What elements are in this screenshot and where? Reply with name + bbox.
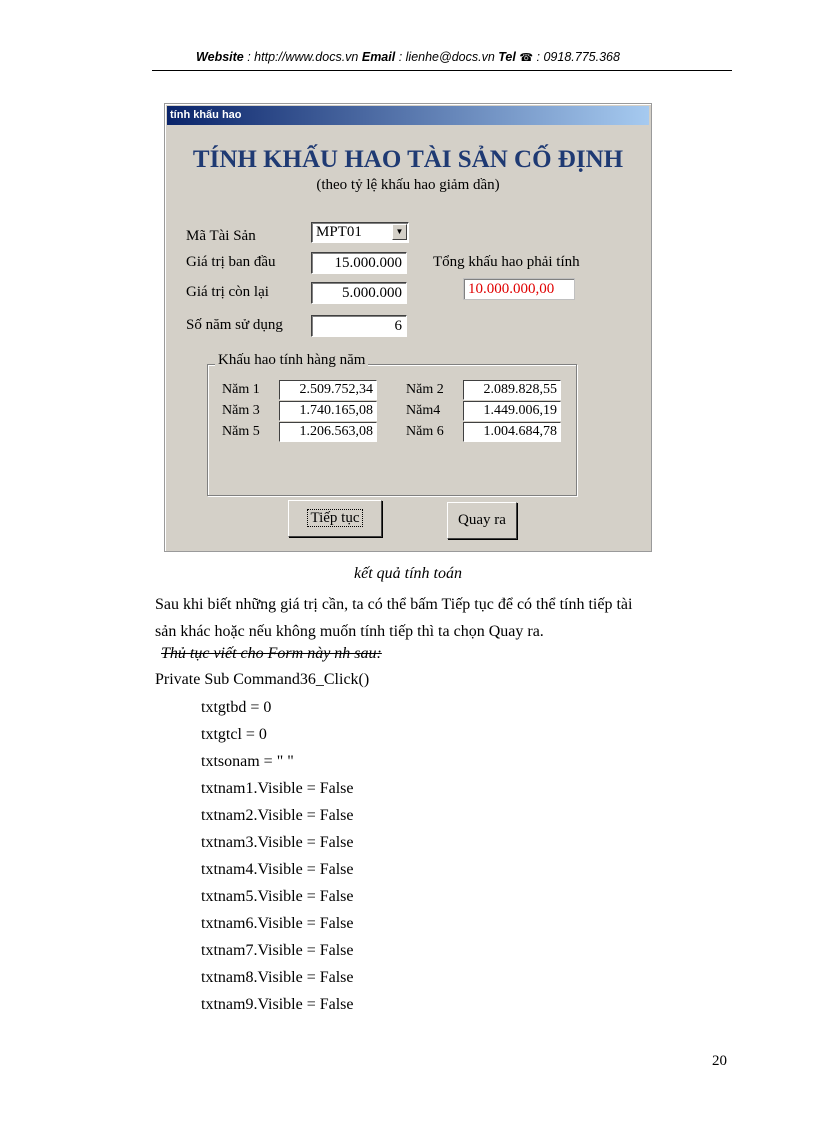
initial-value-label: Giá trị ban đầu (186, 254, 276, 270)
code-line: txtnam5.Visible = False (201, 888, 354, 905)
email-label: Email (361, 50, 396, 64)
code-line: txtnam2.Visible = False (201, 807, 354, 824)
code-line: txtnam6.Visible = False (201, 915, 354, 932)
page-number: 20 (712, 1053, 727, 1069)
code-line: txtnam9.Visible = False (201, 996, 354, 1013)
website-label: Website (196, 50, 244, 64)
year-5-label: Năm 5 (222, 424, 260, 439)
continue-button[interactable] (288, 500, 382, 537)
figure-caption: kết quả tính toán (354, 565, 462, 582)
year-4-value[interactable]: 1.449.006,19 (463, 401, 561, 421)
chevron-down-icon[interactable]: ▼ (392, 224, 407, 240)
year-5-value[interactable]: 1.206.563,08 (279, 422, 377, 442)
window-title: tính khấu hao (170, 109, 242, 121)
struck-heading: Thủ tục viết cho Form này nh sau: (161, 645, 382, 662)
year-3-label: Năm 3 (222, 403, 260, 418)
year-2-value[interactable]: 2.089.828,55 (463, 380, 561, 400)
years-label: Số năm sử dụng (186, 317, 283, 333)
remaining-value-label: Giá trị còn lại (186, 284, 269, 300)
website-value: : http://www.docs.vn (243, 50, 362, 64)
code-signature: Private Sub Command36_Click() (155, 671, 370, 688)
code-line: txtnam4.Visible = False (201, 861, 354, 878)
total-depreciation-value[interactable]: 10.000.000,00 (463, 278, 575, 300)
title-bar (167, 106, 649, 125)
year-6-value[interactable]: 1.004.684,78 (463, 422, 561, 442)
initial-value-input[interactable]: 15.000.000 (311, 252, 407, 274)
year-3-value[interactable]: 1.740.165,08 (279, 401, 377, 421)
asset-code-label: Mã Tài Sản (186, 228, 256, 244)
code-line: txtsonam = " " (201, 753, 294, 770)
year-2-label: Năm 2 (406, 382, 444, 397)
year-6-label: Năm 6 (406, 424, 444, 439)
paragraph-line-2: sản khác hoặc nếu không muốn tính tiếp thì ta chọn Quay ra. (155, 623, 544, 640)
page-header (0, 50, 816, 64)
back-button[interactable]: Quay ra (447, 502, 517, 539)
code-line: txtnam7.Visible = False (201, 942, 354, 959)
asset-code-dropdown[interactable] (311, 222, 409, 243)
form-title: TÍNH KHẤU HAO TÀI SẢN CỐ ĐỊNH (192, 146, 624, 173)
tel-value: : 0918.775.368 (533, 50, 620, 64)
asset-code-value: MPT01 (316, 224, 362, 240)
phone-icon: ☎ (519, 52, 534, 64)
header-rule (152, 70, 732, 71)
year-1-label: Năm 1 (222, 382, 260, 397)
total-depreciation-label: Tổng khấu hao phải tính (433, 254, 580, 270)
tel-label: Tel (498, 50, 516, 64)
email-value: : lienhe@docs.vn (395, 50, 499, 64)
yearly-group-label: Khấu hao tính hàng năm (215, 352, 368, 369)
code-line: txtnam3.Visible = False (201, 834, 354, 851)
remaining-value-input[interactable]: 5.000.000 (311, 282, 407, 304)
code-line: txtgtcl = 0 (201, 726, 267, 743)
form-subtitle: (theo tỷ lệ khấu hao giảm dần) (316, 177, 500, 193)
continue-button-label: Tiếp tục (307, 509, 362, 527)
code-line: txtnam8.Visible = False (201, 969, 354, 986)
form-window (164, 103, 652, 552)
year-4-label: Năm4 (406, 403, 441, 418)
years-input[interactable]: 6 (311, 315, 407, 337)
year-1-value[interactable]: 2.509.752,34 (279, 380, 377, 400)
code-line: txtgtbd = 0 (201, 699, 272, 716)
paragraph-line-1: Sau khi biết những giá trị cần, ta có thể bấm Tiếp tục để có thể tính tiếp tài (155, 596, 633, 613)
code-line: txtnam1.Visible = False (201, 780, 354, 797)
